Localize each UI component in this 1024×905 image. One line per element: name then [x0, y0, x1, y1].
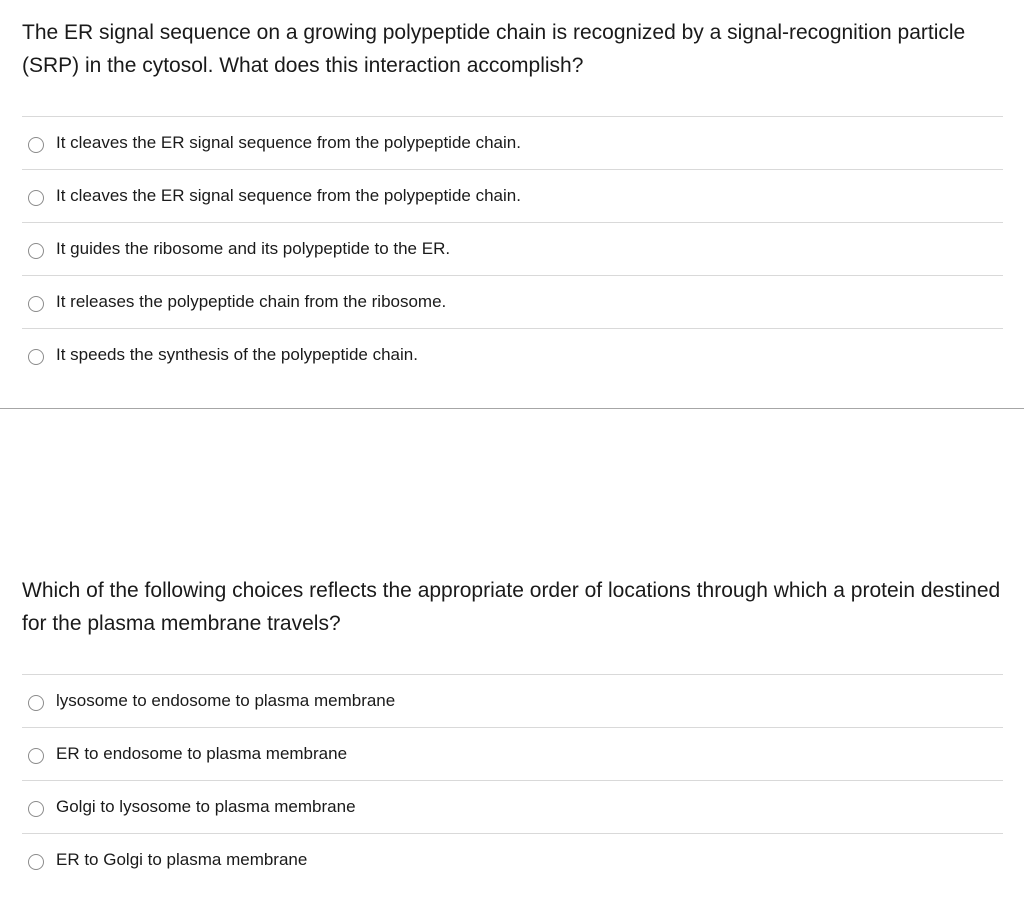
question-2-option-2[interactable]: [22, 728, 1003, 781]
option-label: It speeds the synthesis of the polypeptide chain.: [56, 345, 418, 364]
question-1-option-1[interactable]: [22, 117, 1003, 170]
question-1-option-5[interactable]: [22, 329, 1003, 381]
question-1-option-3[interactable]: [22, 223, 1003, 276]
option-label: It guides the ribosome and its polypeptide to the ER.: [56, 239, 451, 258]
radio-button[interactable]: [28, 695, 44, 711]
option-label: ER to Golgi to plasma membrane: [56, 850, 308, 869]
question-2: [0, 560, 1024, 869]
radio-button[interactable]: [28, 243, 44, 259]
question-divider: [0, 408, 1024, 409]
radio-button[interactable]: [28, 801, 44, 817]
option-label: ER to endosome to plasma membrane: [56, 744, 348, 763]
option-label: It cleaves the ER signal sequence from the polypeptide chain.: [56, 186, 521, 205]
question-1-option-4[interactable]: [22, 276, 1003, 329]
question-1-prompt: The ER signal sequence on a growing polypeptide chain is recognized by a signal-recognition particle (SRP) in the cytosol. What does this interaction accomplish?: [22, 21, 966, 77]
radio-button[interactable]: [28, 296, 44, 312]
option-label: lysosome to endosome to plasma membrane: [56, 691, 396, 710]
question-2-option-3[interactable]: [22, 781, 1003, 834]
radio-button[interactable]: [28, 854, 44, 870]
question-1-option-2[interactable]: [22, 170, 1003, 223]
question-1: [0, 0, 1024, 364]
option-label: Golgi to lysosome to plasma membrane: [56, 797, 356, 816]
question-1-answer-list: [22, 116, 1003, 381]
question-2-option-4[interactable]: [22, 834, 1003, 886]
radio-button[interactable]: [28, 349, 44, 365]
option-label: It releases the polypeptide chain from the ribosome.: [56, 292, 447, 311]
question-2-option-1[interactable]: [22, 675, 1003, 728]
radio-button[interactable]: [28, 748, 44, 764]
question-2-prompt: Which of the following choices reflects the appropriate order of locations through which a protein destined for the plasma membrane travels?: [22, 579, 1001, 635]
option-label: It cleaves the ER signal sequence from the polypeptide chain.: [56, 133, 521, 152]
radio-button[interactable]: [28, 190, 44, 206]
radio-button[interactable]: [28, 137, 44, 153]
question-2-answer-list: [22, 674, 1003, 886]
